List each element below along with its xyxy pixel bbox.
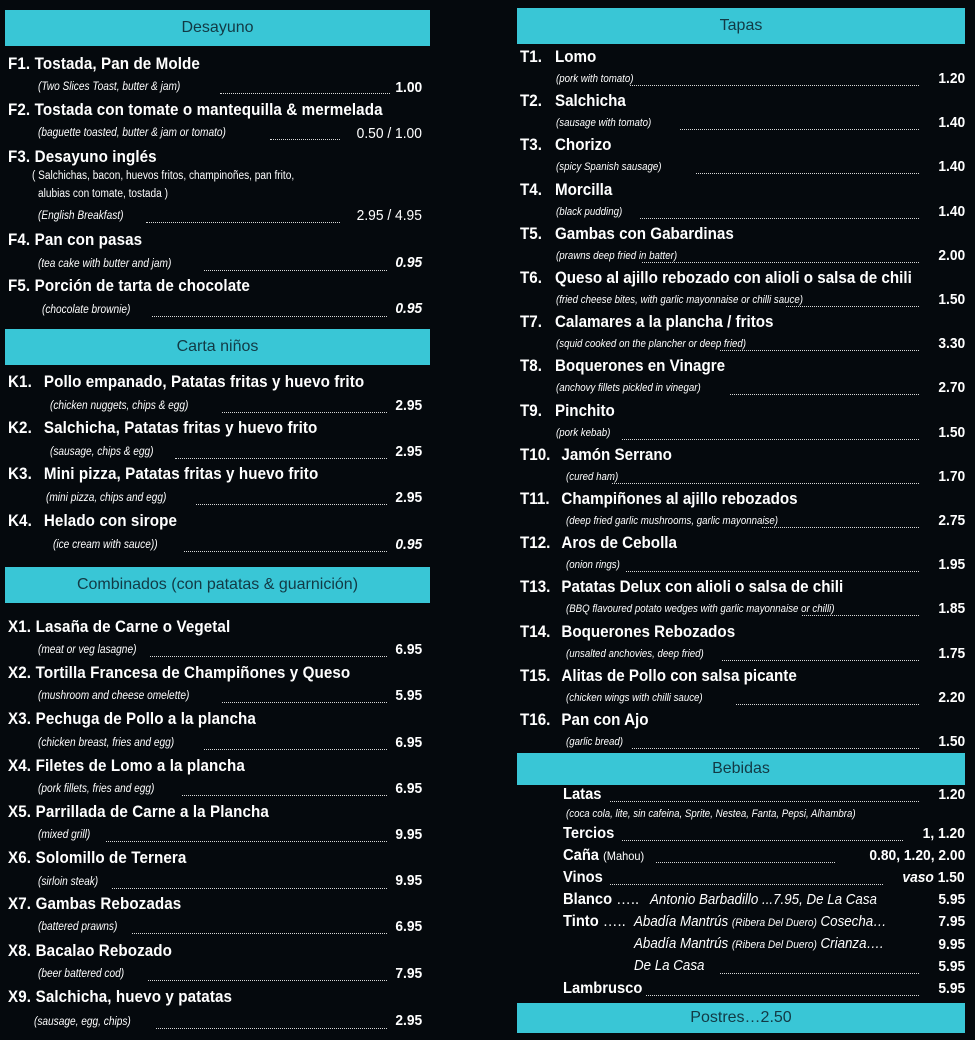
menu-item-name: X5. Parrillada de Carne a la Plancha: [8, 803, 269, 821]
drink-blanco: Blanco …..: [563, 891, 640, 908]
drink-vinos: Vinos: [563, 869, 603, 886]
menu-item-price: 6.95: [395, 780, 422, 797]
menu-item-name: X4. Filetes de Lomo a la plancha: [8, 757, 245, 775]
tapa-item-name: T1. Lomo: [520, 48, 597, 66]
menu-item-price: 9.95: [395, 826, 422, 843]
menu-item-price: 6.95: [395, 918, 422, 935]
tapa-item-name: T6. Queso al ajillo rebozado con alioli o salsa de chili: [520, 269, 912, 287]
menu-item-price: 0.95: [395, 254, 422, 271]
menu-item-desc: (chicken nuggets, chips & egg): [50, 400, 189, 412]
section-header-carta-ninos: Carta niños: [5, 329, 430, 365]
tapa-item-desc: (pork kebab): [556, 426, 611, 439]
tapa-item-name: T11. Champiñones al ajillo rebozados: [520, 490, 798, 508]
tapa-item-name: T3. Chorizo: [520, 136, 612, 155]
tapa-item-name: T13. Patatas Delux con alioli o salsa de chili: [520, 578, 844, 597]
tapa-item-name: T14. Boquerones Rebozados: [520, 622, 736, 641]
tapa-item-price: 1.40: [938, 158, 965, 176]
dot-leader: [610, 884, 883, 885]
tapa-item-name: T10. Jamón Serrano: [520, 445, 672, 464]
tapa-item-name: T5. Gambas con Gabardinas: [520, 224, 734, 243]
dot-leader: [656, 862, 835, 863]
dot-leader: [762, 527, 919, 528]
menu-item-price: 7.95: [395, 965, 422, 982]
tapa-item-price: 3.30: [938, 335, 965, 353]
section-header-postres: Postres…2.50: [517, 1003, 965, 1033]
dot-leader: [646, 995, 919, 996]
dot-leader: [626, 571, 919, 572]
menu-item-price: 0.95: [395, 536, 422, 553]
menu-item-desc: (chicken breast, fries and egg): [38, 737, 175, 749]
tapa-item-desc: (black pudding): [556, 205, 623, 218]
tapa-item-price: 2.20: [938, 688, 965, 706]
dot-leader: [152, 316, 387, 317]
dot-leader: [222, 412, 387, 413]
drink-tinto-crianza: Abadía Mantrús (Ribera Del Duero) Crianza….: [634, 936, 884, 952]
menu-item-price: 2.95: [395, 1012, 422, 1029]
menu-item-desc: (chocolate brownie): [42, 304, 131, 316]
tapa-item-price: 1.20: [938, 70, 965, 87]
dot-leader: [720, 350, 919, 351]
menu-item-desc: (pork fillets, fries and egg): [38, 783, 155, 795]
tapa-item-desc: (spicy Spanish sausage): [556, 161, 662, 174]
dot-leader: [148, 980, 387, 981]
section-header-bebidas: Bebidas: [517, 753, 965, 785]
tapa-item-price: 2.00: [938, 246, 965, 264]
tapa-item-price: 1.50: [938, 423, 965, 441]
drink-cana: Caña (Mahou): [563, 847, 645, 864]
menu-item-name: X6. Solomillo de Ternera: [8, 849, 187, 867]
section-header-combinados: Combinados (con patatas & guarnición): [5, 567, 430, 603]
dot-leader: [640, 218, 919, 219]
drink-price: 9.95: [938, 936, 965, 953]
tapa-item-price: 2.75: [938, 512, 965, 529]
tapa-item-desc: (chicken wings with chilli sauce): [566, 691, 703, 704]
menu-item-price: 9.95: [395, 872, 422, 889]
dot-leader: [632, 748, 919, 749]
tapa-item-desc: (squid cooked on the plancher or deep fried): [556, 338, 746, 351]
menu-item-desc: (beer battered cod): [38, 968, 125, 980]
tapa-item-price: 1.85: [938, 600, 965, 618]
menu-item-price: 2.95: [395, 443, 422, 460]
menu-item-note: ( Salchichas, bacon, huevos fritos, champinoñes, pan frito,: [32, 170, 295, 182]
menu-item-price: 2.95 / 4.95: [356, 207, 422, 224]
dot-leader: [612, 483, 919, 484]
menu-item-name: F3. Desayuno inglés: [8, 148, 157, 166]
tapa-item-name: T9. Pinchito: [520, 401, 615, 420]
dot-leader: [204, 749, 387, 750]
drink-lambrusco: Lambrusco: [563, 980, 643, 997]
tapa-item-desc: (pork with tomato): [556, 73, 634, 85]
section-header-desayuno: Desayuno: [5, 10, 430, 46]
menu-item-desc: (mini pizza, chips and egg): [46, 492, 167, 504]
dot-leader: [722, 660, 919, 661]
menu-item-name: X2. Tortilla Francesa de Champiñones y Queso: [8, 664, 351, 682]
menu-item-desc: (sausage, egg, chips): [34, 1016, 131, 1028]
dot-leader: [642, 262, 919, 263]
drink-desc: (coca cola, lite, sin cafeina, Sprite, Nestea, Fanta, Pepsi, Alhambra): [566, 808, 856, 820]
tapa-item-desc: (anchovy fillets pickled in vinegar): [556, 382, 701, 395]
dot-leader: [196, 504, 387, 505]
tapa-item-name: T7. Calamares a la plancha / fritos: [520, 313, 774, 332]
drink-tinto-detail: Abadía Mantrús (Ribera Del Duero) Cosecha…: [634, 914, 887, 930]
tapa-item-price: 1.50: [938, 733, 965, 750]
dot-leader: [730, 394, 919, 395]
drink-price: vaso 1.50: [902, 869, 965, 886]
dot-leader: [622, 439, 919, 440]
drink-tercios: Tercios: [563, 825, 615, 842]
dot-leader: [146, 222, 340, 223]
drink-price: 1, 1.20: [922, 825, 965, 842]
tapa-item-desc: (prawns deep fried in batter): [556, 249, 678, 262]
menu-item-desc: (mushroom and cheese omelette): [38, 690, 190, 702]
menu-item-desc: (Two Slices Toast, butter & jam): [38, 81, 181, 93]
dot-leader: [132, 933, 387, 934]
menu-item-note: alubias con tomate, tostada ): [38, 188, 168, 200]
menu-item-desc: (sausage, chips & egg): [50, 446, 154, 458]
menu-item-name: X9. Salchicha, huevo y patatas: [8, 988, 233, 1006]
menu-item-name: X7. Gambas Rebozadas: [8, 895, 182, 913]
tapa-item-desc: (unsalted anchovies, deep fried): [566, 647, 704, 660]
tapa-item-desc: (fried cheese bites, with garlic mayonnaise or chilli sauce): [556, 294, 803, 306]
dot-leader: [106, 841, 387, 842]
dot-leader: [175, 458, 387, 459]
tapa-item-price: 1.50: [938, 291, 965, 308]
menu-item-desc: (English Breakfast): [38, 210, 124, 222]
menu-item-name: F4. Pan con pasas: [8, 231, 143, 249]
dot-leader: [204, 270, 387, 271]
tapa-item-name: T12. Aros de Cebolla: [520, 534, 677, 553]
tapa-item-desc: (garlic bread): [566, 736, 624, 748]
dot-leader: [222, 702, 387, 703]
menu-item-name: K2. Salchicha, Patatas fritas y huevo frito: [8, 419, 318, 437]
dot-leader: [220, 93, 390, 94]
tapa-item-price: 1.75: [938, 644, 965, 662]
menu-item-price: 5.95: [395, 687, 422, 704]
menu-item-name: F5. Porción de tarta de chocolate: [8, 277, 250, 295]
section-header-tapas: Tapas: [517, 8, 965, 44]
dot-leader: [184, 551, 387, 552]
menu-item-desc: (baguette toasted, butter & jam or tomato): [38, 127, 226, 139]
dot-leader: [802, 615, 919, 616]
dot-leader: [630, 85, 919, 86]
tapa-item-desc: (cured ham): [566, 470, 619, 483]
menu-item-name: X3. Pechuga de Pollo a la plancha: [8, 710, 256, 728]
dot-leader: [786, 306, 919, 307]
tapa-item-desc: (sausage with tomato): [556, 117, 652, 130]
tapa-item-price: 1.40: [938, 114, 965, 132]
dot-leader: [736, 704, 919, 705]
dot-leader: [680, 129, 919, 130]
drink-latas: Latas: [563, 786, 602, 803]
dot-leader: [696, 173, 919, 174]
dot-leader: [182, 795, 387, 796]
tapa-item-name: T2. Salchicha: [520, 92, 626, 111]
tapa-item-price: 2.70: [938, 379, 965, 397]
dot-leader: [112, 888, 387, 889]
tapa-item-name: T16. Pan con Ajo: [520, 711, 649, 729]
dot-leader: [622, 840, 903, 841]
tapa-item-name: T8. Boquerones en Vinagre: [520, 357, 726, 376]
drink-tinto: Tinto …..: [563, 913, 626, 930]
menu-item-desc: (tea cake with butter and jam): [38, 258, 172, 270]
menu-item-desc: (mixed grill): [38, 829, 91, 841]
menu-item-desc: (ice cream with sauce)): [53, 539, 158, 551]
tapa-item-desc: (onion rings): [566, 559, 620, 572]
drink-blanco-detail: Antonio Barbadillo ...7.95, De La Casa: [650, 892, 877, 908]
menu-item-name: K1. Pollo empanado, Patatas fritas y huevo frito: [8, 373, 365, 391]
menu-item-desc: (battered prawns): [38, 921, 118, 933]
menu-item-price: 0.95: [395, 300, 422, 317]
drink-price: 5.95: [938, 891, 965, 908]
tapa-item-price: 1.40: [938, 202, 965, 220]
menu-item-price: 6.95: [395, 641, 422, 658]
menu-item-name: K3. Mini pizza, Patatas fritas y huevo frito: [8, 465, 319, 483]
menu-item-name: X8. Bacalao Rebozado: [8, 942, 173, 960]
menu-item-price: 6.95: [395, 734, 422, 751]
drink-casa: De La Casa: [634, 958, 705, 974]
menu-item-name: F2. Tostada con tomate o mantequilla & mermelada: [8, 101, 383, 119]
dot-leader: [150, 656, 387, 657]
tapa-item-name: T15. Alitas de Pollo con salsa picante: [520, 666, 797, 685]
tapa-item-desc: (BBQ flavoured potato wedges with garlic mayonnaise or chilli): [566, 603, 835, 616]
dot-leader: [720, 973, 919, 974]
drink-price: 5.95: [938, 980, 965, 997]
menu-item-price: 1.00: [395, 79, 422, 96]
menu-item-price: 2.95: [395, 397, 422, 414]
dot-leader: [610, 801, 919, 802]
drink-price: 1.20: [938, 786, 965, 803]
menu-item-name: F1. Tostada, Pan de Molde: [8, 55, 200, 73]
menu-item-name: K4. Helado con sirope: [8, 512, 178, 530]
menu-item-name: X1. Lasaña de Carne o Vegetal: [8, 618, 231, 636]
dot-leader: [156, 1028, 387, 1029]
drink-price: 7.95: [938, 913, 965, 930]
menu-item-desc: (sirloin steak): [38, 876, 99, 888]
tapa-item-price: 1.95: [938, 556, 965, 574]
tapa-item-desc: (deep fried garlic mushrooms, garlic mayonnaise): [566, 515, 778, 527]
menu-item-price: 2.95: [395, 489, 422, 506]
menu-item-desc: (meat or veg lasagne): [38, 644, 137, 656]
menu-item-price: 0.50 / 1.00: [356, 125, 422, 142]
dot-leader: [270, 139, 340, 140]
tapa-item-price: 1.70: [938, 467, 965, 485]
drink-price: 5.95: [938, 958, 965, 975]
drink-price: 0.80, 1.20, 2.00: [869, 847, 965, 864]
tapa-item-name: T4. Morcilla: [520, 180, 613, 199]
